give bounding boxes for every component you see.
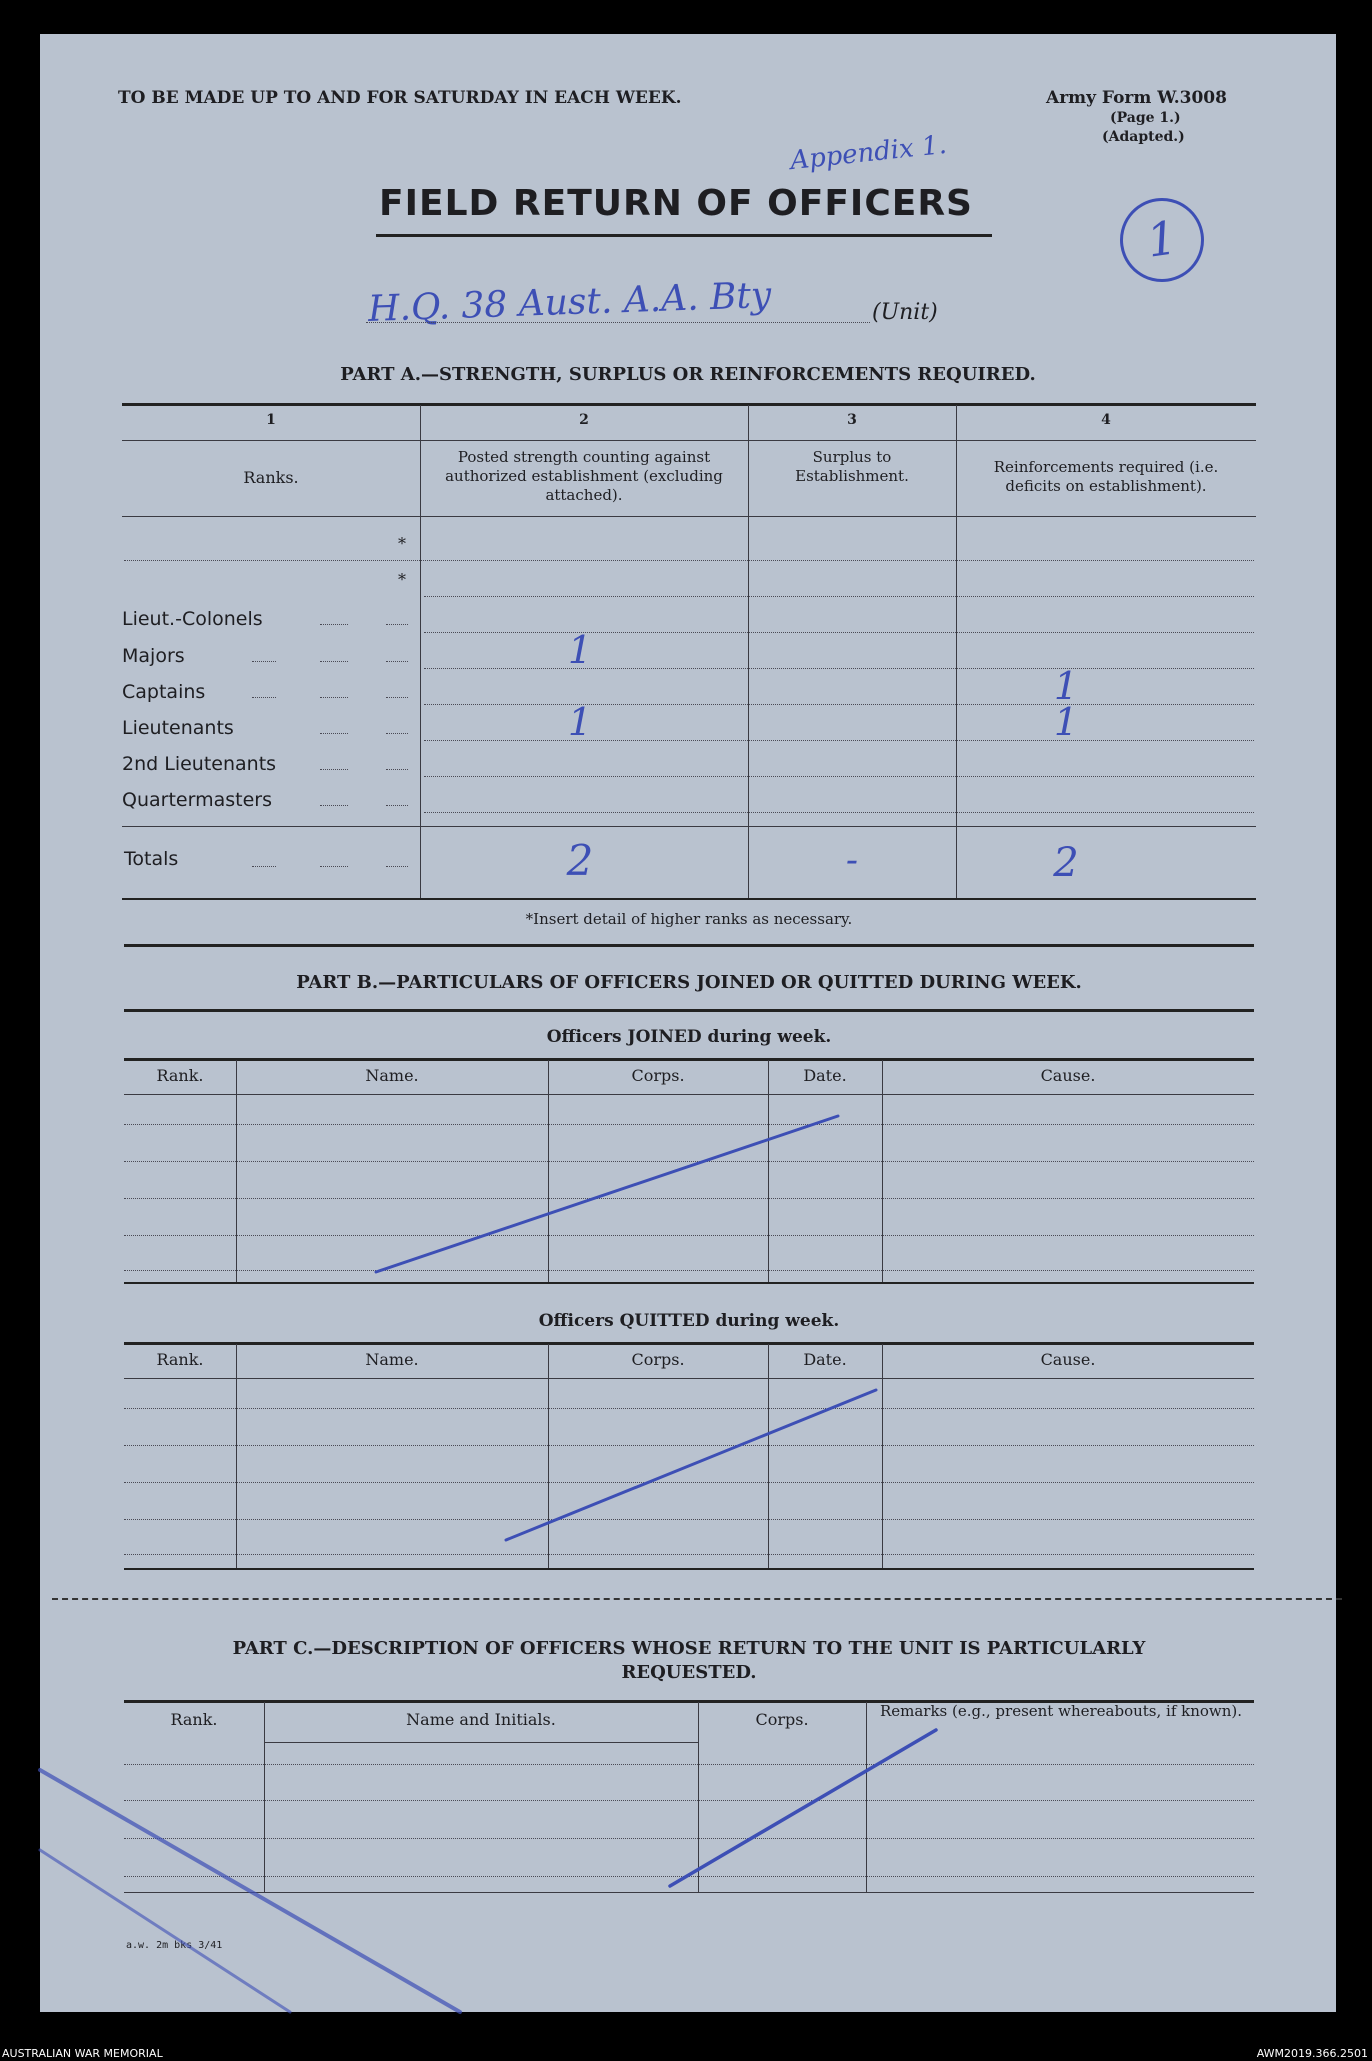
part-c-col-remarks: Remarks (e.g., present whereabouts, if known). — [879, 1702, 1243, 1720]
totals-posted: 2 — [566, 836, 594, 885]
part-c-cross-out-stroke — [670, 1730, 936, 1886]
joined-title: Officers JOINED during week. — [546, 1027, 832, 1047]
quitted-col-corps: Corps. — [631, 1350, 685, 1369]
rank-lieut-colonels: Lieut.-Colonels — [122, 608, 263, 630]
print-code: a.w. 2m bks 3/41 — [126, 1940, 223, 1951]
totals-reinforcements: 2 — [1053, 840, 1079, 886]
majors-posted: 1 — [567, 628, 593, 672]
quitted-col-date: Date. — [803, 1350, 847, 1369]
unit-label: (Unit) — [872, 300, 938, 325]
quitted-title: Officers QUITTED during week. — [538, 1311, 840, 1331]
totals-label: Totals — [124, 848, 179, 870]
col-number-4: 4 — [1101, 412, 1111, 428]
page-number: (Page 1.) — [1110, 110, 1181, 126]
quitted-col-name: Name. — [365, 1350, 419, 1369]
part-c-heading-line2: REQUESTED. — [621, 1662, 757, 1683]
part-a-heading: PART A.—STRENGTH, SURPLUS OR REINFORCEMENTS REQUIRED. — [340, 364, 1036, 385]
joined-col-name: Name. — [365, 1066, 419, 1085]
instruction-text: TO BE MADE UP TO AND FOR SATURDAY IN EACH WEEK. — [118, 88, 682, 108]
page-title: FIELD RETURN OF OFFICERS — [379, 183, 973, 224]
unit-value: H.Q. 38 Aust. A.A. Bty — [367, 274, 772, 331]
rank-captains: Captains — [122, 681, 206, 703]
asterisk-row-1: * — [398, 534, 406, 553]
quitted-col-rank: Rank. — [156, 1350, 204, 1369]
quitted-cross-out-stroke — [506, 1390, 876, 1540]
quitted-col-cause: Cause. — [1040, 1350, 1096, 1369]
joined-col-cause: Cause. — [1040, 1066, 1096, 1085]
asterisk-row-2: * — [398, 570, 406, 589]
col-number-1: 1 — [266, 412, 276, 428]
part-c-heading-line1: PART C.—DESCRIPTION OF OFFICERS WHOSE RETURN TO THE UNIT IS PARTICULARLY — [232, 1638, 1146, 1659]
col-header-posted: Posted strength counting against authorized establishment (excluding attached). — [445, 448, 723, 504]
adapted-note: (Adapted.) — [1102, 129, 1185, 145]
joined-col-date: Date. — [803, 1066, 847, 1085]
circled-number: 1 — [1115, 193, 1210, 288]
totals-surplus: - — [845, 840, 859, 881]
part-c-col-rank: Rank. — [170, 1710, 218, 1729]
col-number-3: 3 — [847, 412, 857, 428]
appendix-annotation: Appendix 1. — [788, 129, 949, 177]
rank-2nd-lieutenants: 2nd Lieutenants — [122, 753, 277, 775]
lieutenants-posted: 1 — [567, 700, 593, 744]
col-header-ranks: Ranks. — [243, 468, 299, 487]
captains-reinforcements: 1 — [1053, 664, 1079, 708]
part-b-heading: PART B.—PARTICULARS OF OFFICERS JOINED OR QUITTED DURING WEEK. — [296, 972, 1082, 993]
margin-stroke-2 — [40, 1850, 290, 2012]
part-a-footnote: *Insert detail of higher ranks as necessary. — [525, 910, 853, 928]
rank-lieutenants: Lieutenants — [122, 717, 234, 739]
joined-col-rank: Rank. — [156, 1066, 204, 1085]
form-number: Army Form W.3008 — [1046, 88, 1227, 108]
part-c-col-corps: Corps. — [755, 1710, 809, 1729]
footer-left: AUSTRALIAN WAR MEMORIAL — [2, 2047, 163, 2060]
rank-majors: Majors — [122, 645, 185, 667]
col-header-surplus: Surplus to Establishment. — [795, 448, 909, 485]
rank-quartermasters: Quartermasters — [122, 789, 272, 811]
joined-cross-out-stroke — [376, 1116, 838, 1272]
footer-right: AWM2019.366.2501 — [1256, 2047, 1368, 2060]
col-header-reinforcements: Reinforcements required (i.e. deficits on establishment). — [993, 458, 1219, 495]
col-number-2: 2 — [579, 412, 589, 428]
part-c-col-name: Name and Initials. — [406, 1710, 556, 1729]
joined-col-corps: Corps. — [631, 1066, 685, 1085]
lieutenants-reinforcements: 1 — [1053, 700, 1079, 744]
